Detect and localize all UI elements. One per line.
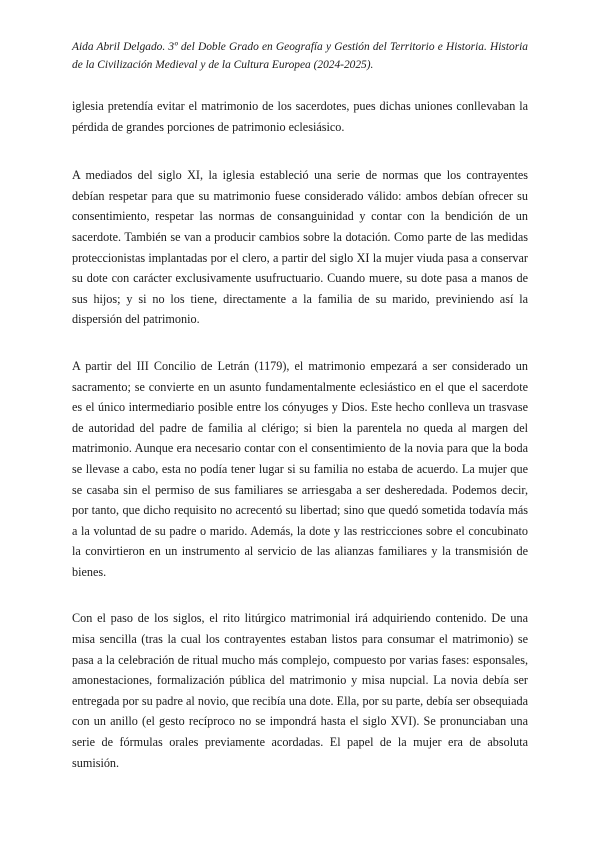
- document-body: [72, 96, 528, 799]
- paragraph-rito-liturgico: Con el paso de los siglos, el rito litúrgico matrimonial irá adquiriendo contenido. De una misa sencilla (tras la cual los contrayentes estaban listos para consumar el matrimonio) se pasa a la celebración de ritual mucho más complejo, compuesto por varias fases: esponsales, amonestaciones, formalización pública del matrimonio y misa nupcial. La novia debía ser entregada por su padre al novio, que recibía una dote. Ella, por su parte, debía ser obsequiada con un anillo (el gesto recíproco no se impondrá hasta el siglo XVI). Se pronunciaban una serie de fórmulas orales previamente acordadas. El papel de la mujer era de absoluta sumisión.: [72, 611, 528, 770]
- paragraph-siglo-xi-norms: A mediados del siglo XI, la iglesia estableció una serie de normas que los contrayentes debían respetar para que su matrimonio fuese considerado válido: ambos debían ofrecer su consentimiento, respetar las normas de consanguinidad y contar con la bendición de un sacerdote. También se van a producir cambios sobre la dotación. Como parte de las medidas proteccionistas implantadas por el clero, a partir del siglo XI la mujer viuda pasa a conservar su dote con carácter exclusivamente usufructuario. Cuando muere, su dote pasa a manos de sus hijos; y si no los tiene, directamente a la familia de su marido, previniendo así la dispersión del patrimonio.: [72, 168, 528, 327]
- paragraph-concilio-letran: A partir del III Concilio de Letrán (1179), el matrimonio empezará a ser considerado un sacramento; se convierte en un asunto fundamentalmente eclesiástico en el que el sacerdote es el único intermediario posible entre los cónyuges y Dios. Este hecho conlleva un trasvase de autoridad del padre de familia al clérigo; si bien la parentela no queda al margen del matrimonio. Aunque era necesario contar con el consentimiento de la novia para que la boda se llevase a cabo, esta no podía tener lugar si su familia no estaba de acuerdo. La mujer que se casaba sin el permiso de sus familiares se arriesgaba a ser desheredada. Podemos decir, por tanto, que dicho requisito no acrecentó su libertad; sino que quedó sometida todavía más a la voluntad de su padre o marido. Además, la dote y las restricciones sobre el concubinato la convirtieron en un instrumento al servicio de las alianzas familiares y la transmisión de bienes.: [72, 358, 528, 579]
- running-header: Aida Abril Delgado. 3º del Doble Grado en Geografía y Gestión del Territorio e Historia. Historia de la Civilización Medieval y de la Cultura Europea (2024-2025).: [72, 41, 528, 71]
- paragraph-continuation: iglesia pretendía evitar el matrimonio de los sacerdotes, pues dichas uniones conllevaban la pérdida de grandes porciones de patrimonio eclesiásico.: [72, 99, 528, 134]
